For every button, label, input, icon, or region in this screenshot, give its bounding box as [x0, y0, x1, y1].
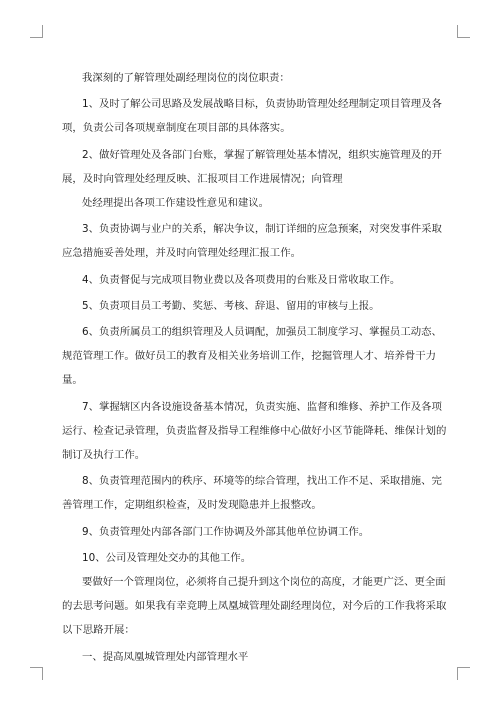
approach-paragraph: 要做好一个管理岗位，必须将自己提升到这个岗位的高度，才能更广泛、更全面的去思考问题。如果我有幸竞聘上凤凰城管理处副经理岗位，对今后的工作我将采取以下思路开展： [62, 576, 447, 637]
duty-item-5: 5、负责项目员工考勤、奖惩、考核、辞退、留用的审核与上报。 [82, 299, 380, 312]
duty-item-2-continued: 处经理提出各项工作建设性意见和建议。 [82, 197, 270, 210]
duty-item-7: 7、掌握辖区内各设施设备基本情况，负责实施、监督和维修、养护工作及各项运行、检查记录管理，负责监督及指导工程维修中心做好小区节能降耗、维保计划的制订及执行工作。 [62, 400, 447, 462]
crop-mark-bottom-right-h [458, 667, 470, 668]
document-body [62, 66, 448, 669]
crop-mark-bottom-left-h [30, 667, 42, 668]
crop-mark-bottom-right-v [457, 667, 458, 680]
crop-mark-bottom-left-v [42, 667, 43, 680]
duty-item-9: 9、负责管理处内部各部门工作协调及外部其他单位协调工作。 [82, 525, 370, 538]
crop-mark-top-right-v [457, 25, 458, 38]
duty-item-4: 4、负责督促与完成项目物业费以及各项费用的台账及日常收取工作。 [82, 273, 401, 286]
duty-item-6: 6、负责所属员工的组织管理及人员调配，加强员工制度学习、掌握员工动态、规范管理工作。做好员工的教育及相关业务培训工作，挖掘管理人才、培养骨干力量。 [62, 326, 442, 387]
duty-item-8: 8、负责管理范围内的秩序、环境等的综合管理，找出工作不足、采取措施、完善管理工作，定期组织检查，及时发现隐患并上报整改。 [62, 475, 442, 512]
duty-item-1: 1、及时了解公司思路及发展战略目标，负责协助管理处经理制定项目管理及各项，负责公司各项规章制度在项目部的具体落实。 [62, 98, 442, 135]
duty-item-2: 2、做好管理处及各部门台账，掌握了解管理处基本情况，组织实施管理及的开展，及时向管理处经理反映、汇报项目工作进展情况；向管理 [62, 148, 442, 185]
intro-paragraph: 我深刻的了解管理处副经理岗位的岗位职责： [82, 72, 290, 84]
crop-mark-top-right-h [458, 37, 470, 38]
duty-item-10: 10、公司及管理处交办的其他工作。 [82, 551, 252, 564]
crop-mark-top-left-v [42, 25, 43, 38]
crop-mark-top-left-h [30, 37, 42, 38]
duty-item-3: 3、负责协调与业户的关系，解决争议，制订详细的应急预案，对突发事件采取应急措施妥善处理，并及时向管理处经理汇报工作。 [62, 223, 442, 260]
section-heading-1: 一、提高凤凰城管理处内部管理水平 [82, 650, 249, 663]
